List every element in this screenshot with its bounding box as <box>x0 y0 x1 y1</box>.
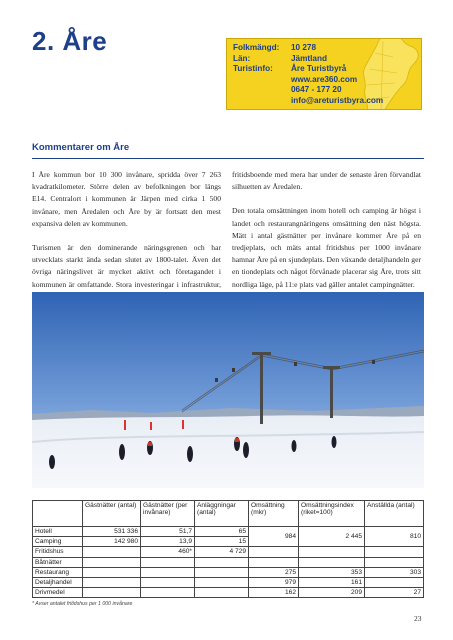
ski-slope-photo <box>32 292 424 488</box>
table-cell: 275 <box>249 567 299 577</box>
table-row <box>33 527 424 537</box>
fact-box <box>226 38 422 110</box>
table-cell <box>83 567 141 577</box>
table-header: Omsättning (mkr) <box>249 501 299 527</box>
table-cell: 979 <box>249 577 299 587</box>
table-cell: 161 <box>299 577 365 587</box>
table-cell: 65 <box>195 527 249 537</box>
fact-row: Folkmängd: 10 278 <box>233 43 317 52</box>
table-header <box>33 501 83 527</box>
table-cell: 531 336 <box>83 527 141 537</box>
row-label: Camping <box>33 537 83 547</box>
table-cell <box>365 547 424 557</box>
table-cell <box>299 557 365 567</box>
table-cell <box>141 567 195 577</box>
paragraph: fritidsboende med mera har under de senaste åren förvandlat silhuetten av Åredalen. <box>232 170 421 192</box>
table-cell: 162 <box>249 588 299 598</box>
row-label: Drivmedel <box>33 588 83 598</box>
paragraph: Den totala omsättningen inom hotell och camping är högst i landet och restaurangnäringens omsättning den näst högsta. Mätt i antal gästnätter per invånare kommer Åre på en tredjeplats, och mäts antal fritidshus per 1000 invånare hamnar Åre på en sjundeplats. Den växande detaljhandeln ger en tiondeplats och något förvånade placerar sig Åre, trots sitt nordliga läge, på 11:e plats vad gäller antalet campingnätter. <box>232 206 421 289</box>
email-link[interactable]: info@areturistbyra.com <box>291 95 384 105</box>
table-cell: 142 980 <box>83 537 141 547</box>
page-title: 2. Åre <box>32 26 108 56</box>
table-cell: 27 <box>365 588 424 598</box>
text-column-right <box>232 169 421 303</box>
table-header: Gästnätter (antal) <box>83 501 141 527</box>
fact-row <box>233 85 383 96</box>
table-row <box>33 557 424 567</box>
table-cell <box>195 557 249 567</box>
fact-row <box>233 96 383 107</box>
table-header-row <box>33 501 424 527</box>
table-cell <box>195 577 249 587</box>
table-cell <box>249 547 299 557</box>
phone-number: 0647 - 177 20 <box>291 85 342 95</box>
fact-row <box>233 75 383 86</box>
table-cell <box>83 588 141 598</box>
table-header: Anläggningar (antal) <box>195 501 249 527</box>
row-label: Hotell <box>33 527 83 537</box>
table-row <box>33 577 424 587</box>
table-cell: 460* <box>141 547 195 557</box>
table-cell <box>141 588 195 598</box>
website-link[interactable]: www.are360.com <box>291 74 358 84</box>
table-cell: 4 729 <box>195 547 249 557</box>
table-cell: 353 <box>299 567 365 577</box>
table-cell <box>83 547 141 557</box>
fact-list <box>233 43 383 107</box>
table-cell <box>83 557 141 567</box>
table-cell: 209 <box>299 588 365 598</box>
page-number: 23 <box>414 614 422 623</box>
row-label: Fritidshus <box>33 547 83 557</box>
row-label: Detaljhandel <box>33 577 83 587</box>
table-cell <box>365 557 424 567</box>
table-cell <box>141 557 195 567</box>
table-row <box>33 547 424 557</box>
table-cell: 810 <box>365 527 424 547</box>
table-footnote: * Avser antalet fritidshus per 1 000 invånare <box>32 601 133 607</box>
table-header: Gästnätter (per invånare) <box>141 501 195 527</box>
table-cell: 984 <box>249 527 299 547</box>
table-cell: 13,9 <box>141 537 195 547</box>
table-cell <box>195 567 249 577</box>
row-label: Restaurang <box>33 567 83 577</box>
table-cell <box>83 577 141 587</box>
table-cell <box>195 588 249 598</box>
table-cell <box>249 557 299 567</box>
table-header: Anställda (antal) <box>365 501 424 527</box>
section-heading: Kommentarer om Åre <box>32 142 130 153</box>
table-header: Omsättningsindex (riket=100) <box>299 501 365 527</box>
heading-divider <box>32 158 424 159</box>
row-label: Båtnätter <box>33 557 83 567</box>
table-row <box>33 567 424 577</box>
table-cell <box>141 577 195 587</box>
table-cell: 51,7 <box>141 527 195 537</box>
table-cell <box>299 547 365 557</box>
paragraph: I Åre kommun bor 10 300 invånare, spridda över 7 263 kvadratkilometer. Större delen av befolkningen bor längs E14. Centralort i kommunen är Järpen med cirka 1 500 invånare, men Åredalen och Åre by är fortsatt den mest expansiva delen av kommunen. <box>32 170 221 228</box>
fact-row: Län: Jämtland <box>233 53 327 63</box>
paragraph: Turismen är den dominerande näringsgrenen och har utvecklats starkt ända sedan slutet av 1800-talet. Även det övriga näringslivet är mycket aktivt och företagandet i kommunen är omfattande. Stora investeringar i infrastruktur, <box>32 243 221 289</box>
table-cell: 303 <box>365 567 424 577</box>
fact-row: Turistinfo: Åre Turistbyrå <box>233 64 347 74</box>
table-cell <box>365 577 424 587</box>
statistics-table <box>32 500 424 598</box>
table-row <box>33 588 424 598</box>
table-cell: 15 <box>195 537 249 547</box>
table-cell: 2 445 <box>299 527 365 547</box>
